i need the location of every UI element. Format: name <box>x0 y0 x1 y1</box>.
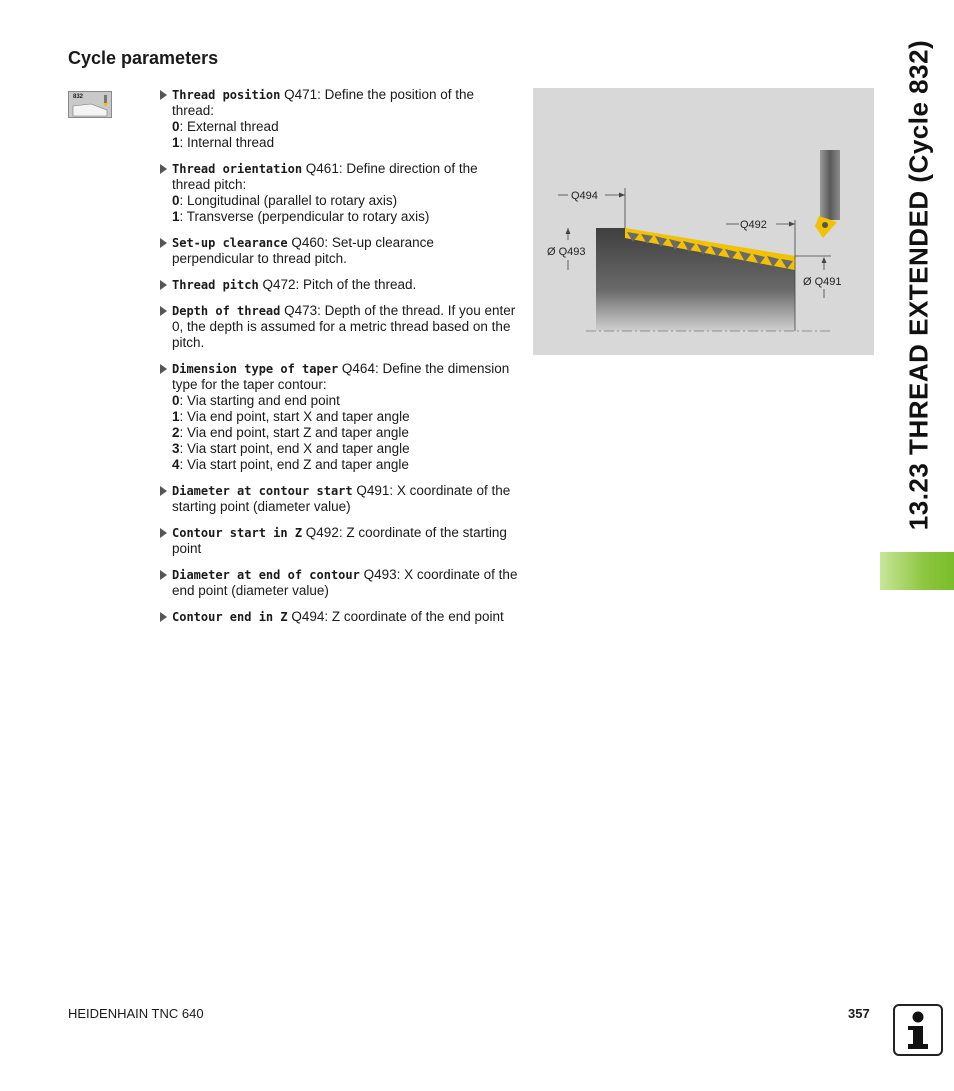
param-desc: Q473: Depth of the thread. If you enter 0, the depth is assumed for a metric thread based on the pitch. <box>172 303 516 350</box>
param-option: 1: Transverse (perpendicular to rotary axis) <box>172 209 430 224</box>
param-contour-end-in-z <box>158 609 518 625</box>
cycle-icon-graphic <box>69 92 111 117</box>
param-name: Thread position <box>172 88 281 102</box>
param-name: Thread pitch <box>172 278 259 292</box>
param-desc: Q494: Z coordinate of the end point <box>287 609 504 624</box>
section-title: Cycle parameters <box>68 48 219 68</box>
bullet-arrow-icon <box>160 164 167 174</box>
param-option: 1: Via end point, start X and taper angle <box>172 409 410 424</box>
param-desc: Q461: Define direction of the thread pitch: <box>172 161 478 192</box>
param-thread-position <box>158 87 518 151</box>
parameter-list <box>158 87 518 635</box>
bullet-arrow-icon <box>160 364 167 374</box>
param-option: 2: Via end point, start Z and taper angle <box>172 425 409 440</box>
q491-arrowhead <box>822 257 827 263</box>
param-name: Diameter at end of contour <box>172 568 360 582</box>
param-desc: Q460: Set-up clearance perpendicular to thread pitch. <box>172 235 434 266</box>
param-setup-clearance <box>158 235 518 267</box>
bullet-arrow-icon <box>160 528 167 538</box>
cycle-832-icon <box>68 91 112 118</box>
param-option: 0: Longitudinal (parallel to rotary axis) <box>172 193 398 208</box>
bullet-arrow-icon <box>160 90 167 100</box>
param-desc: Q491: X coordinate of the starting point (diameter value) <box>172 483 511 514</box>
page-number: 357 <box>848 1006 870 1021</box>
tool-holder <box>820 150 840 220</box>
param-thread-pitch <box>158 277 518 293</box>
footer-manual-name: HEIDENHAIN TNC 640 <box>68 1006 204 1021</box>
param-desc: Q471: Define the position of the thread: <box>172 87 475 118</box>
param-option: 1: Internal thread <box>172 135 275 150</box>
param-name: Depth of thread <box>172 304 281 318</box>
bullet-arrow-icon <box>160 306 167 316</box>
chapter-tab-marker <box>880 552 954 590</box>
param-desc: Q464: Define the dimension type for the taper contour: <box>172 361 510 392</box>
chapter-side-title <box>891 39 947 531</box>
cycle-icon-number: 832 <box>73 94 84 100</box>
thread-diagram-svg <box>533 88 874 355</box>
param-contour-start-in-z <box>158 525 518 557</box>
param-option: 4: Via start point, end Z and taper angle <box>172 457 409 472</box>
q494-arrowhead <box>619 193 625 198</box>
q493-arrowhead <box>566 228 571 234</box>
param-option: 3: Via start point, end X and taper angle <box>172 441 410 456</box>
param-name: Contour start in Z <box>172 526 303 540</box>
info-icon <box>893 1004 943 1056</box>
q493-label: Ø Q493 <box>547 246 586 258</box>
param-desc: Q493: X coordinate of the end point (diameter value) <box>172 567 518 598</box>
param-name: Diameter at contour start <box>172 484 353 498</box>
q492-arrowhead <box>789 222 795 227</box>
param-option: 0: Via starting and end point <box>172 393 340 408</box>
param-option: 0: External thread <box>172 119 279 134</box>
bullet-arrow-icon <box>160 486 167 496</box>
param-diameter-at-end-of-contour <box>158 567 518 599</box>
param-desc: Q472: Pitch of the thread. <box>258 277 417 292</box>
param-dimension-type-of-taper <box>158 361 518 473</box>
param-depth-of-thread <box>158 303 518 351</box>
chapter-side-title-text: 13.23 THREAD EXTENDED (Cycle 832) <box>903 39 934 531</box>
bullet-arrow-icon <box>160 570 167 580</box>
param-name: Set-up clearance <box>172 236 288 250</box>
thread-diagram <box>533 88 874 355</box>
param-diameter-at-contour-start <box>158 483 518 515</box>
param-name: Contour end in Z <box>172 610 288 624</box>
param-thread-orientation <box>158 161 518 225</box>
q494-label: Q494 <box>571 190 598 202</box>
q492-label: Q492 <box>740 219 767 231</box>
bullet-arrow-icon <box>160 612 167 622</box>
param-name: Thread orientation <box>172 162 303 176</box>
q491-label: Ø Q491 <box>803 276 842 288</box>
bullet-arrow-icon <box>160 238 167 248</box>
param-desc: Q492: Z coordinate of the starting point <box>172 525 507 556</box>
tool-insert-screw <box>822 222 828 228</box>
param-name: Dimension type of taper <box>172 362 339 376</box>
bullet-arrow-icon <box>160 280 167 290</box>
